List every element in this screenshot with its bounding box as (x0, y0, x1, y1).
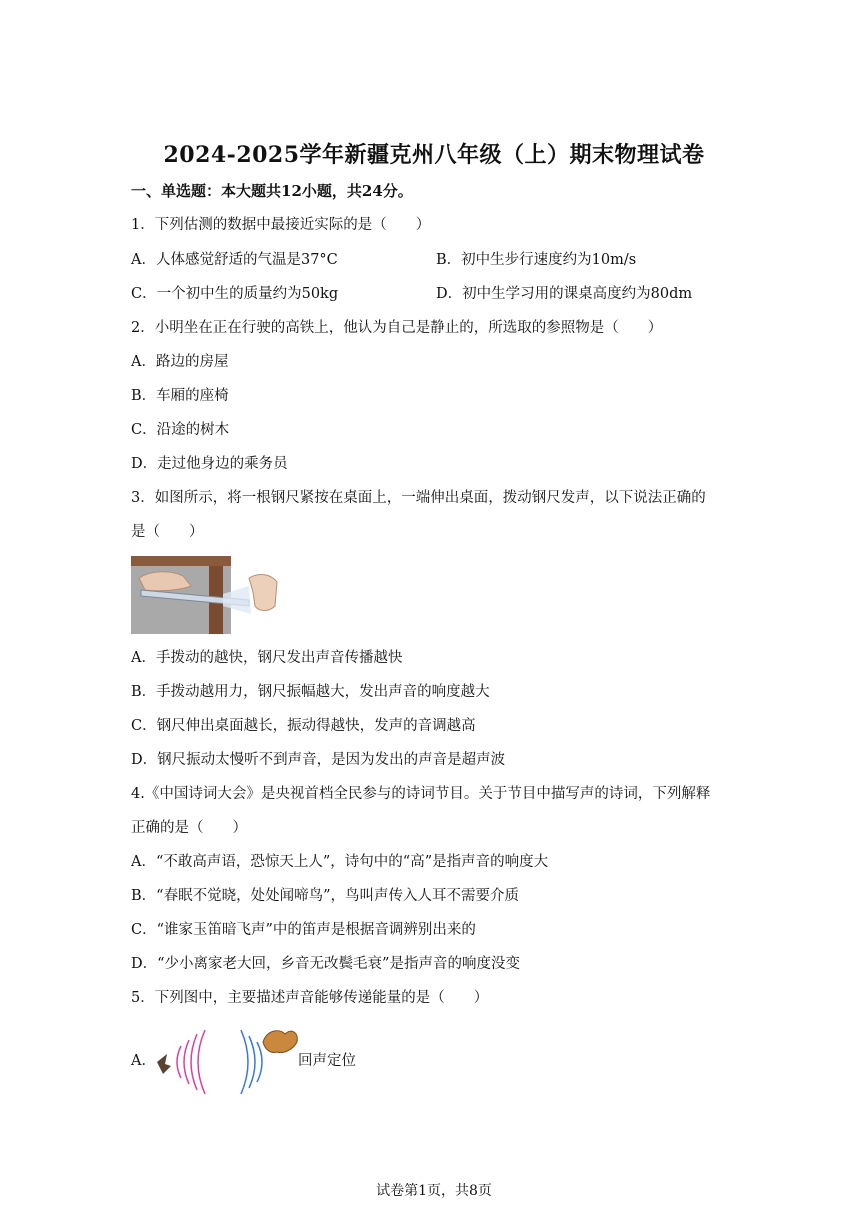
q4-stem-line1: 4.《中国诗词大会》是央视首档全民参与的诗词节目。关于节目中描写声的诗词，下列解释 (131, 786, 711, 802)
q1-option-a: A．人体感觉舒适的气温是37°C (131, 252, 338, 268)
q5-stem: 5．下列图中，主要描述声音能够传递能量的是（ ） (131, 990, 489, 1006)
sound-wave-1 (177, 1046, 181, 1078)
ruler-on-table-figure (131, 556, 281, 634)
table-top (131, 556, 231, 566)
echo-wave-2 (249, 1036, 255, 1088)
bat-echolocation-illustration (155, 1024, 300, 1098)
bat-icon (157, 1054, 171, 1074)
q4-stem-line2: 正确的是（ ） (131, 820, 247, 836)
q2-stem: 2．小明坐在正在行驶的高铁上，他认为自己是静止的，所选取的参照物是（ ） (131, 320, 663, 336)
q3-option-d: D．钢尺振动太慢听不到声音，是因为发出的声音是超声波 (131, 752, 506, 768)
ruler-on-table-illustration (131, 556, 281, 634)
q2-option-c: C．沿途的树木 (131, 422, 230, 438)
q4-option-c: C．“谁家玉笛暗飞声”中的笛声是根据音调辨别出来的 (131, 922, 476, 938)
q2-option-d: D．走过他身边的乘务员 (131, 456, 288, 472)
sound-wave-4 (198, 1030, 205, 1094)
q5-option-a-caption: 回声定位 (298, 1053, 356, 1069)
q3-stem-line2: 是（ ） (131, 524, 204, 540)
q1-option-d: D．初中生学习用的课桌高度约为80dm (436, 286, 693, 302)
q2-option-a: A．路边的房屋 (131, 354, 229, 370)
page-title: 2024-2025学年新疆克州八年级（上）期末物理试卷 (163, 142, 705, 168)
q3-option-b: B．手拨动越用力，钢尺振幅越大，发出声音的响度越大 (131, 684, 490, 700)
q4-option-a: A．“不敢高声语，恐惊天上人”，诗句中的“高”是指声音的响度大 (131, 854, 549, 870)
moth-icon (263, 1031, 297, 1053)
q1-option-c: C．一个初中生的质量约为50kg (131, 286, 339, 302)
q3-stem-line1: 3．如图所示，将一根钢尺紧按在桌面上，一端伸出桌面，拨动钢尺发声，以下说法正确的 (131, 490, 706, 506)
echolocation-figure (155, 1024, 300, 1098)
q3-option-a: A．手拨动的越快，钢尺发出声音传播越快 (131, 650, 403, 666)
plucking-finger (249, 575, 277, 611)
section-heading: 一、单选题：本大题共12小题，共24分。 (131, 182, 413, 200)
echo-wave-1 (241, 1030, 248, 1094)
q3-option-c: C．钢尺伸出桌面越长，振动得越快，发声的音调越高 (131, 718, 476, 734)
sound-wave-3 (191, 1034, 197, 1090)
q1-option-b: B．初中生步行速度约为10m/s (436, 252, 637, 268)
q4-option-d: D．“少小离家老大回，乡音无改鬓毛衰”是指声音的响度没变 (131, 956, 520, 972)
sound-wave-2 (184, 1040, 189, 1084)
q2-option-b: B．车厢的座椅 (131, 388, 229, 404)
q5-option-a-label: A． (131, 1053, 156, 1069)
echo-wave-3 (257, 1042, 262, 1082)
q1-stem: 1．下列估测的数据中最接近实际的是（ ） (131, 217, 431, 233)
q4-option-b: B．“春眠不觉晓，处处闻啼鸟”，鸟叫声传入人耳不需要介质 (131, 888, 519, 904)
page-footer: 试卷第1页，共8页 (376, 1183, 492, 1199)
